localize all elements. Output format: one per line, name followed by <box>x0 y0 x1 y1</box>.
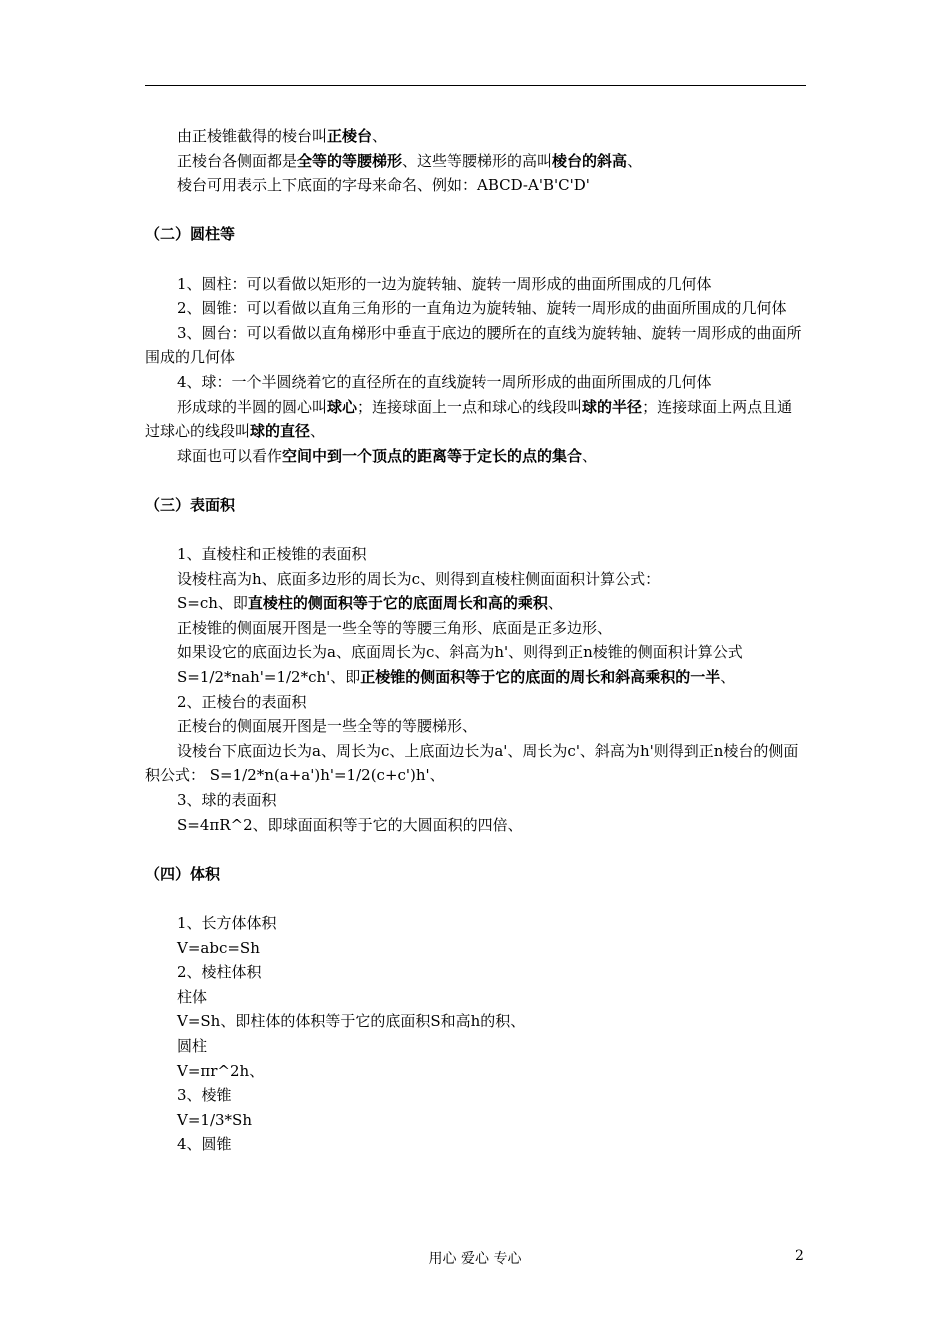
paragraph: S=4πR^2、即球面面积等于它的大圆面积的四倍、 <box>177 815 523 834</box>
bold-text: 空间中到一个顶点的距离等于定长的点的集合 <box>282 446 583 465</box>
bold-text: 球的半径 <box>582 397 643 416</box>
paragraph: 2、正棱台的表面积 <box>177 692 307 711</box>
text: 、 <box>372 127 388 145</box>
paragraph: 棱台可用表示上下底面的字母来命名、例如：ABCD-A'B'C'D' <box>177 176 590 195</box>
text: 由正棱锥截得的棱台叫 <box>177 127 328 145</box>
bold-text: 球的直径 <box>250 422 311 441</box>
paragraph: V=1/3*Sh <box>177 1110 252 1129</box>
text: 、 <box>627 151 643 170</box>
paragraph: 正棱台的侧面展开图是一些全等的等腰梯形、 <box>177 717 478 736</box>
paragraph: 圆柱 <box>177 1036 208 1055</box>
paragraph: V=Sh、即柱体的体积等于它的底面积S和高h的积、 <box>177 1012 526 1031</box>
text: 球面也可以看作 <box>177 446 283 465</box>
paragraph: V=πr^2h、 <box>177 1061 265 1080</box>
section-heading: （四）体积 <box>145 864 221 883</box>
paragraph <box>145 444 807 469</box>
section-heading: （三）表面积 <box>145 495 236 514</box>
paragraph: 1、直棱柱和正棱锥的表面积 <box>177 545 367 564</box>
text: 、这些等腰梯形的高叫 <box>402 151 553 170</box>
bold-text: 全等的等腰梯形 <box>297 151 403 170</box>
bold-text: 球心 <box>327 397 358 416</box>
text: 形成球的半圆的圆心叫 <box>177 397 328 416</box>
paragraph <box>145 149 807 174</box>
paragraph <box>145 665 807 690</box>
paragraph: 2、圆锥：可以看做以直角三角形的一直角边为旋转轴、旋转一周形成的曲面所围成的几何体 <box>177 299 787 318</box>
paragraph: 1、长方体体积 <box>177 914 277 932</box>
page-number: 2 <box>795 1248 804 1264</box>
text: 、 <box>547 594 563 613</box>
paragraph: 1、圆柱：可以看做以矩形的一边为旋转轴、旋转一周形成的曲面所围成的几何体 <box>177 274 712 293</box>
paragraph <box>145 395 807 444</box>
paragraph: V=abc=Sh <box>177 938 260 957</box>
paragraph: 如果设它的底面边长为a、底面周长为c、斜高为h'、则得到正n棱锥的侧面积计算公式 <box>177 643 743 662</box>
bold-text: 正棱台 <box>327 127 373 145</box>
paragraph: 3、圆台：可以看做以直角梯形中垂直于底边的腰所在的直线为旋转轴、旋转一周形成的曲面所围成的几何体 <box>145 323 802 367</box>
paragraph: 柱体 <box>177 987 208 1006</box>
paragraph <box>145 124 807 149</box>
document-body <box>145 124 807 1157</box>
page-footer: 用心 爱心 专心 <box>428 1251 522 1267</box>
paragraph: 3、棱锥 <box>177 1086 232 1105</box>
text: S=ch、即 <box>177 594 248 613</box>
bold-text: 正棱锥的侧面积等于它的底面的周长和斜高乘积的一半 <box>360 668 721 687</box>
header-rule <box>145 85 806 86</box>
text: ；连接球面上一点和球心的线段叫 <box>357 397 583 416</box>
paragraph: 正棱锥的侧面展开图是一些全等的等腰三角形、底面是正多边形、 <box>177 618 613 637</box>
text: 、 <box>310 422 326 441</box>
text: ；连接球面上两点且通过球心的线段叫 <box>145 397 793 441</box>
bold-text: 直棱柱的侧面积等于它的底面周长和高的乘积 <box>247 594 548 613</box>
paragraph: 4、圆锥 <box>177 1135 232 1154</box>
section-heading: （二）圆柱等 <box>145 225 236 244</box>
bold-text: 棱台的斜高 <box>552 151 628 170</box>
paragraph: 2、棱柱体积 <box>177 963 262 982</box>
text: 正棱台各侧面都是 <box>177 151 298 170</box>
paragraph <box>145 591 807 616</box>
paragraph: 设棱柱高为h、底面多边形的周长为c、则得到直棱柱侧面面积计算公式： <box>177 569 661 588</box>
text: 、 <box>582 446 598 465</box>
text: S=1/2*nah'=1/2*ch'、即 <box>177 668 361 687</box>
paragraph: 设棱台下底面边长为a、周长为c、上底面边长为a'、周长为c'、斜高为h'则得到正n棱台的侧面积公式： S=1/2*n(a+a')h'=1/2(c+c')h'、 <box>145 741 799 785</box>
paragraph: 3、球的表面积 <box>177 791 277 810</box>
paragraph: 4、球：一个半圆绕着它的直径所在的直线旋转一周所形成的曲面所围成的几何体 <box>177 372 712 391</box>
text: 、 <box>720 668 736 687</box>
